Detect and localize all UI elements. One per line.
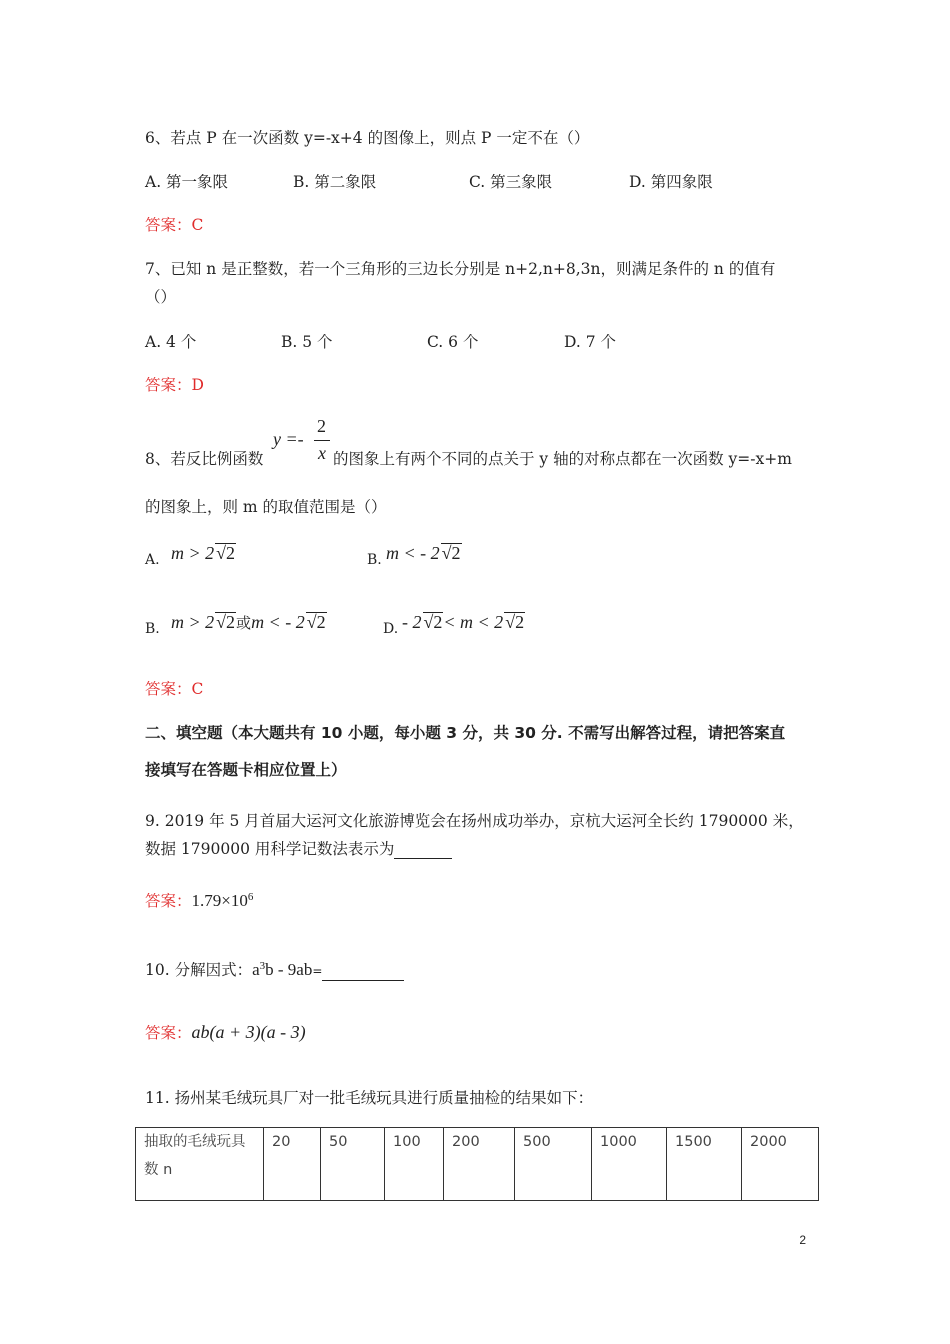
q7-answer [145, 375, 204, 395]
math-text: m < - 2 [386, 543, 440, 563]
q8-option-a-label: A. [145, 552, 160, 568]
expr-base: a [252, 960, 260, 980]
math-text: m > 2 [171, 612, 215, 632]
radicand: 2 [515, 612, 525, 632]
q8-fraction-bar [314, 440, 330, 441]
radicand: 2 [451, 543, 461, 563]
table-cell: 2000 [742, 1128, 819, 1201]
q11-stem: 11. 扬州某毛绒玩具厂对一批毛绒玩具进行质量抽检的结果如下： [145, 1089, 594, 1107]
page-number: 2 [799, 1233, 806, 1247]
answer-label: 答案： [145, 376, 192, 394]
sqrt-symbol: √2 [441, 543, 461, 563]
q8-formula-numerator: 2 [317, 416, 326, 436]
q8-option-c [171, 612, 327, 633]
q7-option-a: A. 4 个 [145, 333, 197, 351]
q8-option-c-label: B. [145, 621, 160, 637]
equals-sign: = [312, 964, 323, 979]
sqrt-symbol: √2 [505, 612, 525, 632]
math-text: - 2 [402, 612, 422, 632]
math-text: m < - 2 [251, 612, 305, 632]
table-row [136, 1128, 819, 1201]
answer-label: 答案： [145, 680, 192, 698]
answer-value: C [191, 216, 204, 234]
q8-option-b [386, 543, 462, 563]
q6-stem: 6、若点 P 在一次函数 y=-x+4 的图像上，则点 P 一定不在（） [145, 129, 590, 147]
answer-value: 1.79×10 [191, 891, 248, 911]
q7-option-b: B. 5 个 [281, 333, 333, 351]
q9-text: 数据 1790000 用科学记数法表示为 [145, 840, 395, 858]
q8-option-d [402, 612, 525, 632]
q10-answer [145, 1022, 306, 1043]
q8-formula-denominator: x [318, 443, 326, 463]
q7-option-c: C. 6 个 [427, 333, 479, 351]
q8-stem-line2: 的图象上，则 m 的取值范围是（） [145, 498, 387, 516]
expr-exponent: 3 [259, 960, 266, 972]
radicand: 2 [226, 543, 236, 563]
quality-check-table [135, 1127, 819, 1201]
q9-stem-line1: 9. 2019 年 5 月首届大运河文化旅游博览会在扬州成功举办，京杭大运河全长约 1790000 米， [145, 812, 804, 830]
q9-answer [145, 887, 253, 911]
math-text: < m < 2 [443, 612, 504, 632]
q8-option-a [171, 543, 236, 563]
q8-option-b-label: B. [367, 552, 382, 568]
q7-option-d: D. 7 个 [564, 333, 617, 351]
or-word: 或 [236, 614, 252, 632]
table-cell: 20 [264, 1128, 321, 1201]
radicand: 2 [226, 612, 236, 632]
expr-rest: b - 9ab [265, 960, 313, 980]
q6-option-d: D. 第四象限 [629, 173, 713, 191]
q8-formula-y: y =- [273, 429, 304, 449]
table-cell: 50 [321, 1128, 385, 1201]
q9-stem-line2 [145, 839, 452, 859]
q10-text: 10. 分解因式： [145, 961, 253, 980]
answer-blank [394, 858, 452, 859]
answer-label: 答案： [145, 216, 192, 234]
q6-option-b: B. 第二象限 [293, 173, 377, 191]
answer-value: ab(a + 3)(a - 3) [191, 1022, 306, 1042]
answer-label: 答案： [145, 892, 192, 911]
section2-heading-line2: 接填写在答题卡相应位置上） [145, 761, 347, 779]
answer-value: D [191, 376, 204, 394]
q6-option-a: A. 第一象限 [145, 173, 229, 191]
table-cell: 100 [385, 1128, 444, 1201]
radicand: 2 [433, 612, 443, 632]
table-cell: 1500 [667, 1128, 742, 1201]
sqrt-symbol: √2 [306, 612, 326, 632]
q8-option-d-label: D. [383, 621, 399, 637]
sqrt-symbol: √2 [216, 543, 236, 563]
answer-label: 答案： [145, 1024, 192, 1042]
q6-option-c: C. 第三象限 [469, 173, 553, 191]
q7-stem-line1: 7、已知 n 是正整数，若一个三角形的三边长分别是 n+2,n+8,3n，则满足条件的 n 的值有 [145, 260, 776, 278]
table-cell: 1000 [592, 1128, 667, 1201]
sqrt-symbol: √2 [423, 612, 443, 632]
table-cell: 200 [444, 1128, 515, 1201]
q10-stem [145, 956, 404, 981]
q8-answer [145, 679, 203, 699]
radicand: 2 [316, 612, 326, 632]
q7-stem-line2: （） [145, 288, 177, 306]
table-header-cell: 抽取的毛绒玩具数 n [136, 1128, 264, 1201]
math-text: m > 2 [171, 543, 215, 563]
answer-value: C [191, 680, 204, 698]
q6-answer [145, 215, 203, 235]
q8-stem-part2: 的图象上有两个不同的点关于 y 轴的对称点都在一次函数 y=-x+m [333, 450, 792, 468]
sqrt-symbol: √2 [216, 612, 236, 632]
section2-heading-line1: 二、填空题（本大题共有 10 小题，每小题 3 分，共 30 分. 不需写出解答过程，请把答案直 [145, 724, 786, 742]
table-cell: 500 [515, 1128, 592, 1201]
answer-exponent: 6 [247, 891, 254, 903]
q8-stem-part1: 8、若反比例函数 [145, 450, 264, 468]
answer-blank [322, 980, 404, 981]
